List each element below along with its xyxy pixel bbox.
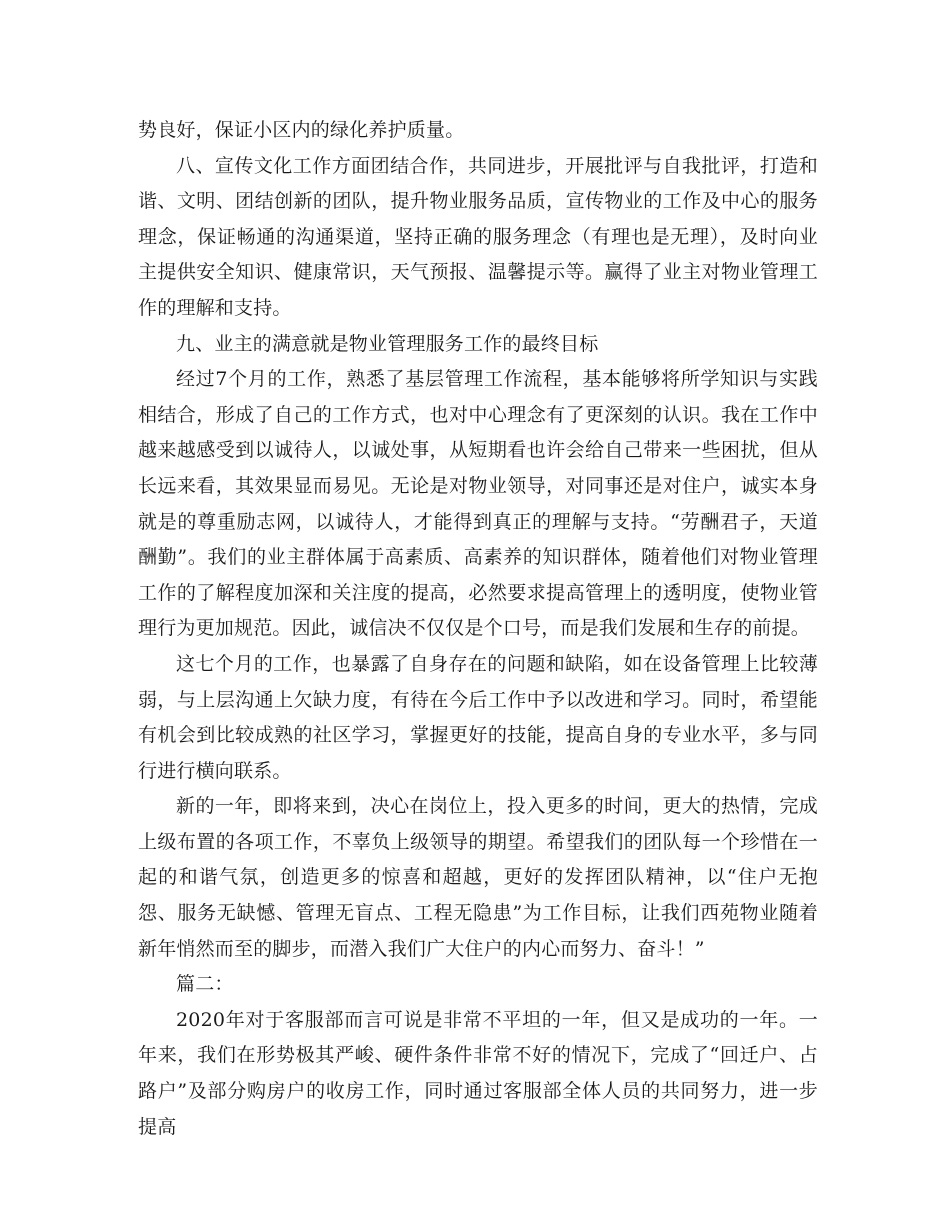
paragraph-continuation: 势良好，保证小区内的绿化养护质量。 (138, 119, 465, 141)
paragraph-section-8: 八、宣传文化工作方面团结合作，共同进步，开展批评与自我批评，打造和谐、文明、团结创新的团队，提升物业服务品质，宣传物业的工作及中心的服务理念，保证畅通的沟通渠道，坚持正确的服务理念（有理也是无理），及时向业主提供安全知识、健康常识，天气预报、温馨提示等。赢得了业主对物业管理工作的理解和支持。 (138, 154, 818, 319)
paragraph-section-9-heading: 九、业主的满意就是物业管理服务工作的最终目标 (176, 332, 599, 355)
paragraph-new-year: 新的一年，即将来到，决心在岗位上，投入更多的时间，更大的热情，完成上级布置的各项工作，不辜负上级领导的期望。希望我们的团队每一个珍惜在一起的和谐气氛，创造更多的惊喜和超越，更好的发挥团队精神，以“住户无抱怨、服务无缺憾、管理无盲点、工程无隐患”为工作目标，让我们西苑物业随着新年悄然而至的脚步，而潜入我们广大住户的内心而努力、奋斗！” (138, 795, 818, 960)
paragraph-2020-customer-service: 2020年对于客服部而言可说是非常不平坦的一年，但又是成功的一年。一年来，我们在形势极其严峻、硬件条件非常不好的情况下，完成了“回迁户、占路户”及部分购房户的收房工作，同时通过客服部全体人员的共同努力，进一步提高 (138, 1008, 818, 1138)
paragraph-part-two-heading: 篇二： (176, 973, 234, 996)
paragraph-seven-months: 经过7个月的工作，熟悉了基层管理工作流程，基本能够将所学知识与实践相结合，形成了自己的工作方式，也对中心理念有了更深刻的认识。我在工作中越来越感受到以诚待人，以诚处事，从短期看也许会给自己带来一些困扰，但从长远来看，其效果显而易见。无论是对物业领导，对同事还是对住户，诚实本身就是的尊重励志网，以诚待人，才能得到真正的理解与支持。“劳酬君子，天道酬勤”。我们的业主群体属于高素质、高素养的知识群体，随着他们对物业管理工作的了解程度加深和关注度的提高，必然要求提高管理上的透明度，使物业管理行为更加规范。因此，诚信决不仅仅是个口号，而是我们发展和生存的前提。 (138, 368, 818, 640)
paragraph-shortcomings: 这七个月的工作，也暴露了自身存在的问题和缺陷，如在设备管理上比较薄弱，与上层沟通上欠缺力度，有待在今后工作中予以改进和学习。同时，希望能有机会到比较成熟的社区学习，掌握更好的技能，提高自身的专业水平，多与同行进行横向联系。 (138, 652, 818, 782)
document-body (138, 113, 818, 1145)
